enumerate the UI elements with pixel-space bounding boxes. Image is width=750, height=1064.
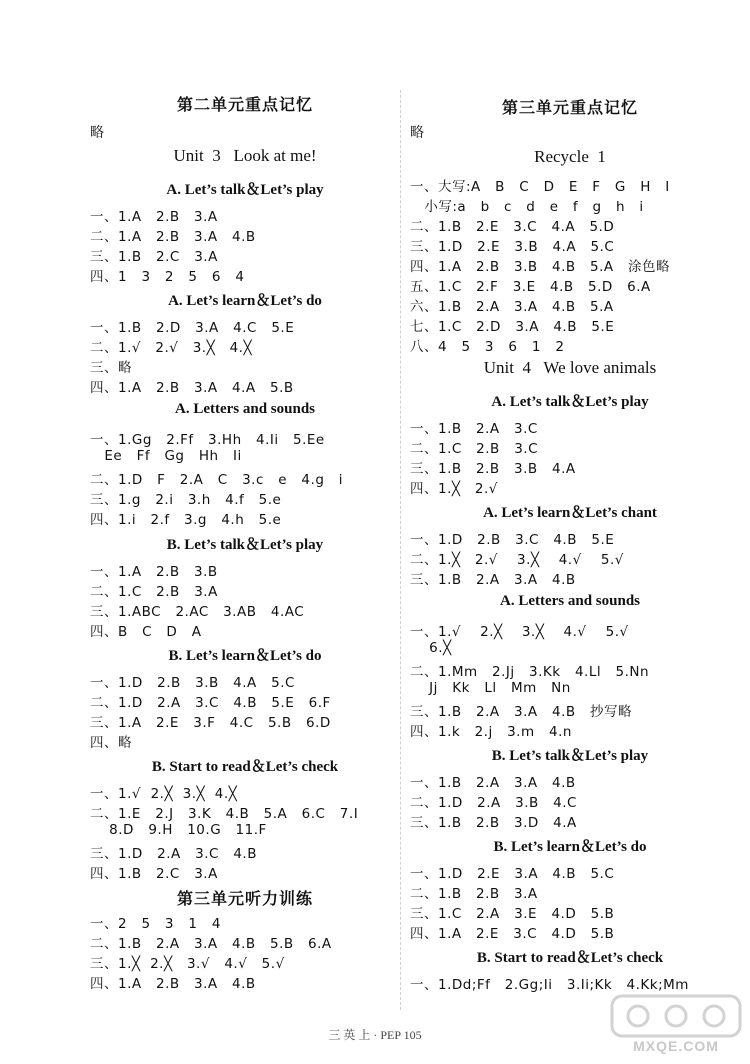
unit-title-2: 第二单元重点记忆 [176, 95, 313, 114]
answer-line: 四、1.A 2.E 3.C 4.D 5.B [410, 926, 615, 942]
answer-line: 三、1.D 2.E 3.B 4.A 5.C [410, 239, 615, 255]
answer-line: 四、1.i 2.f 3.g 4.h 5.e [90, 512, 282, 528]
answer-line: 一、1.D 2.B 3.C 4.B 5.E [410, 532, 615, 548]
watermark-icon [608, 990, 744, 1040]
answer-line: 四、1.B 2.C 3.A [90, 866, 218, 882]
answer-line: 四、1 3 2 5 6 4 [90, 269, 245, 285]
section-title: B. Let’s learn＆Let’s do [168, 648, 322, 664]
page-footer: 三 英 上 · PEP 105 [328, 1028, 422, 1042]
answer-line: 四、B C D A [90, 624, 202, 640]
answer-line: 一、大写:A B C D E F G H I [410, 179, 670, 195]
section-title: B. Let’s talk＆Let’s play [166, 537, 324, 553]
answer-line: 四、1.A 2.B 3.A 4.A 5.B [90, 380, 294, 396]
answer-line: 三、1.C 2.A 3.E 4.D 5.B [410, 906, 615, 922]
answer-line: 四、1.A 2.B 3.B 4.B 5.A 涂色略 [410, 259, 671, 275]
section-title: A. Let’s talk＆Let’s play [166, 182, 324, 198]
section-title: B. Let’s learn＆Let’s do [493, 839, 647, 855]
answer-line: 三、1.╳ 2.╳ 3.√ 4.√ 5.√ [90, 956, 285, 972]
answer-line: 四、1.╳ 2.√ [410, 481, 498, 497]
answer-line: Ee Ff Gg Hh Ii [90, 448, 242, 464]
answer-line: 二、1.D 2.A 3.B 4.C [410, 795, 577, 811]
answer-line: 一、1.A 2.B 3.A [90, 209, 218, 225]
answer-line: 三、1.B 2.B 3.D 4.A [410, 815, 577, 831]
answer-line: 一、1.A 2.B 3.B [90, 564, 218, 580]
answer-line: 小写:a b c d e f g h i [410, 199, 644, 215]
recycle-title: Recycle 1 [534, 147, 606, 166]
answer-line: 一、1.D 2.B 3.B 4.A 5.C [90, 675, 295, 691]
section-title: A. Letters and sounds [499, 593, 641, 609]
answer-line: 一、1.Dd;Ff 2.Gg;Ii 3.Ii;Kk 4.Kk;Mm [410, 977, 689, 993]
answer-line: 一、1.B 2.D 3.A 4.C 5.E [90, 320, 295, 336]
section-title: A. Letters and sounds [174, 401, 316, 417]
answer-line: 二、1.Mm 2.Jj 3.Kk 4.Ll 5.Nn [410, 664, 650, 680]
answer-line: 二、1.A 2.B 3.A 4.B [90, 229, 256, 245]
answer-line: 8.D 9.H 10.G 11.F [90, 822, 267, 838]
answer-line: 一、1.B 2.A 3.C [410, 421, 538, 437]
answer-line: 一、2 5 3 1 4 [90, 916, 221, 932]
unit3-title: Unit 3 Look at me! [173, 146, 317, 165]
answer-line: 四、1.A 2.B 3.A 4.B [90, 976, 256, 992]
answer-line: 三、1.B 2.A 3.A 4.B [410, 572, 576, 588]
answer-line: 四、1.k 2.j 3.m 4.n [410, 724, 572, 740]
answer-line: Jj Kk Ll Mm Nn [410, 680, 571, 696]
answer-line: 二、1.√ 2.√ 3.╳ 4.╳ [90, 340, 253, 356]
answer-line: 三、1.B 2.B 3.B 4.A [410, 461, 576, 477]
column-divider [400, 90, 401, 1010]
section-title-listening: 第三单元听力训练 [176, 889, 313, 908]
answer-line: 三、1.B 2.C 3.A [90, 249, 218, 265]
section-title: B. Start to read＆Let’s check [476, 950, 664, 966]
section-title: B. Let’s talk＆Let’s play [491, 748, 649, 764]
answer-line: 二、1.E 2.J 3.K 4.B 5.A 6.C 7.I [90, 806, 359, 822]
answer-line: 五、1.C 2.F 3.E 4.B 5.D 6.A [410, 279, 651, 295]
answer-line: 八、4 5 3 6 1 2 [410, 339, 565, 355]
answer-line: 二、1.C 2.B 3.A [90, 584, 218, 600]
answer-line: 一、1.D 2.E 3.A 4.B 5.C [410, 866, 615, 882]
answer-line: 四、略 [90, 735, 132, 751]
answer-line: 一、1.√ 2.╳ 3.╳ 4.╳ [90, 786, 238, 802]
section-title: A. Let’s learn＆Let’s chant [483, 505, 657, 521]
unit4-title: Unit 4 We love animals [483, 358, 657, 377]
note-omitted: 略 [90, 125, 105, 141]
watermark-text: MXQE.COM [633, 1038, 719, 1054]
answer-line: 二、1.B 2.B 3.A [410, 886, 538, 902]
note-omitted: 略 [410, 125, 425, 141]
watermark-logo [608, 990, 744, 1056]
answer-line: 一、1.Gg 2.Ff 3.Hh 4.Ii 5.Ee [90, 432, 325, 448]
section-title: A. Let’s talk＆Let’s play [491, 394, 649, 410]
answer-line: 一、1.√ 2.╳ 3.╳ 4.√ 5.√ [410, 624, 629, 640]
answer-line: 六、1.B 2.A 3.A 4.B 5.A [410, 299, 614, 315]
answer-line: 三、1.A 2.E 3.F 4.C 5.B 6.D [90, 715, 331, 731]
answer-line: 6.╳ [410, 640, 452, 656]
answer-line: 三、略 [90, 360, 132, 376]
answer-line: 二、1.B 2.E 3.C 4.A 5.D [410, 219, 615, 235]
answer-line: 三、1.D 2.A 3.C 4.B [90, 846, 257, 862]
answer-line: 二、1.C 2.B 3.C [410, 441, 539, 457]
answer-line: 三、1.g 2.i 3.h 4.f 5.e [90, 492, 282, 508]
answer-line: 三、1.ABC 2.AC 3.AB 4.AC [90, 604, 305, 620]
answer-line: 二、1.╳ 2.√ 3.╳ 4.√ 5.√ [410, 552, 624, 568]
answer-line: 三、1.B 2.A 3.A 4.B 抄写略 [410, 704, 633, 720]
answer-line: 二、1.D 2.A 3.C 4.B 5.E 6.F [90, 695, 331, 711]
section-title: A. Let’s learn＆Let’s do [168, 293, 322, 309]
unit-title-3: 第三单元重点记忆 [501, 98, 638, 117]
answer-line: 七、1.C 2.D 3.A 4.B 5.E [410, 319, 615, 335]
section-title: B. Start to read＆Let’s check [151, 759, 339, 775]
answer-line: 二、1.B 2.A 3.A 4.B 5.B 6.A [90, 936, 332, 952]
answer-line: 二、1.D F 2.A C 3.c e 4.g i [90, 472, 344, 488]
answer-line: 一、1.B 2.A 3.A 4.B [410, 775, 576, 791]
